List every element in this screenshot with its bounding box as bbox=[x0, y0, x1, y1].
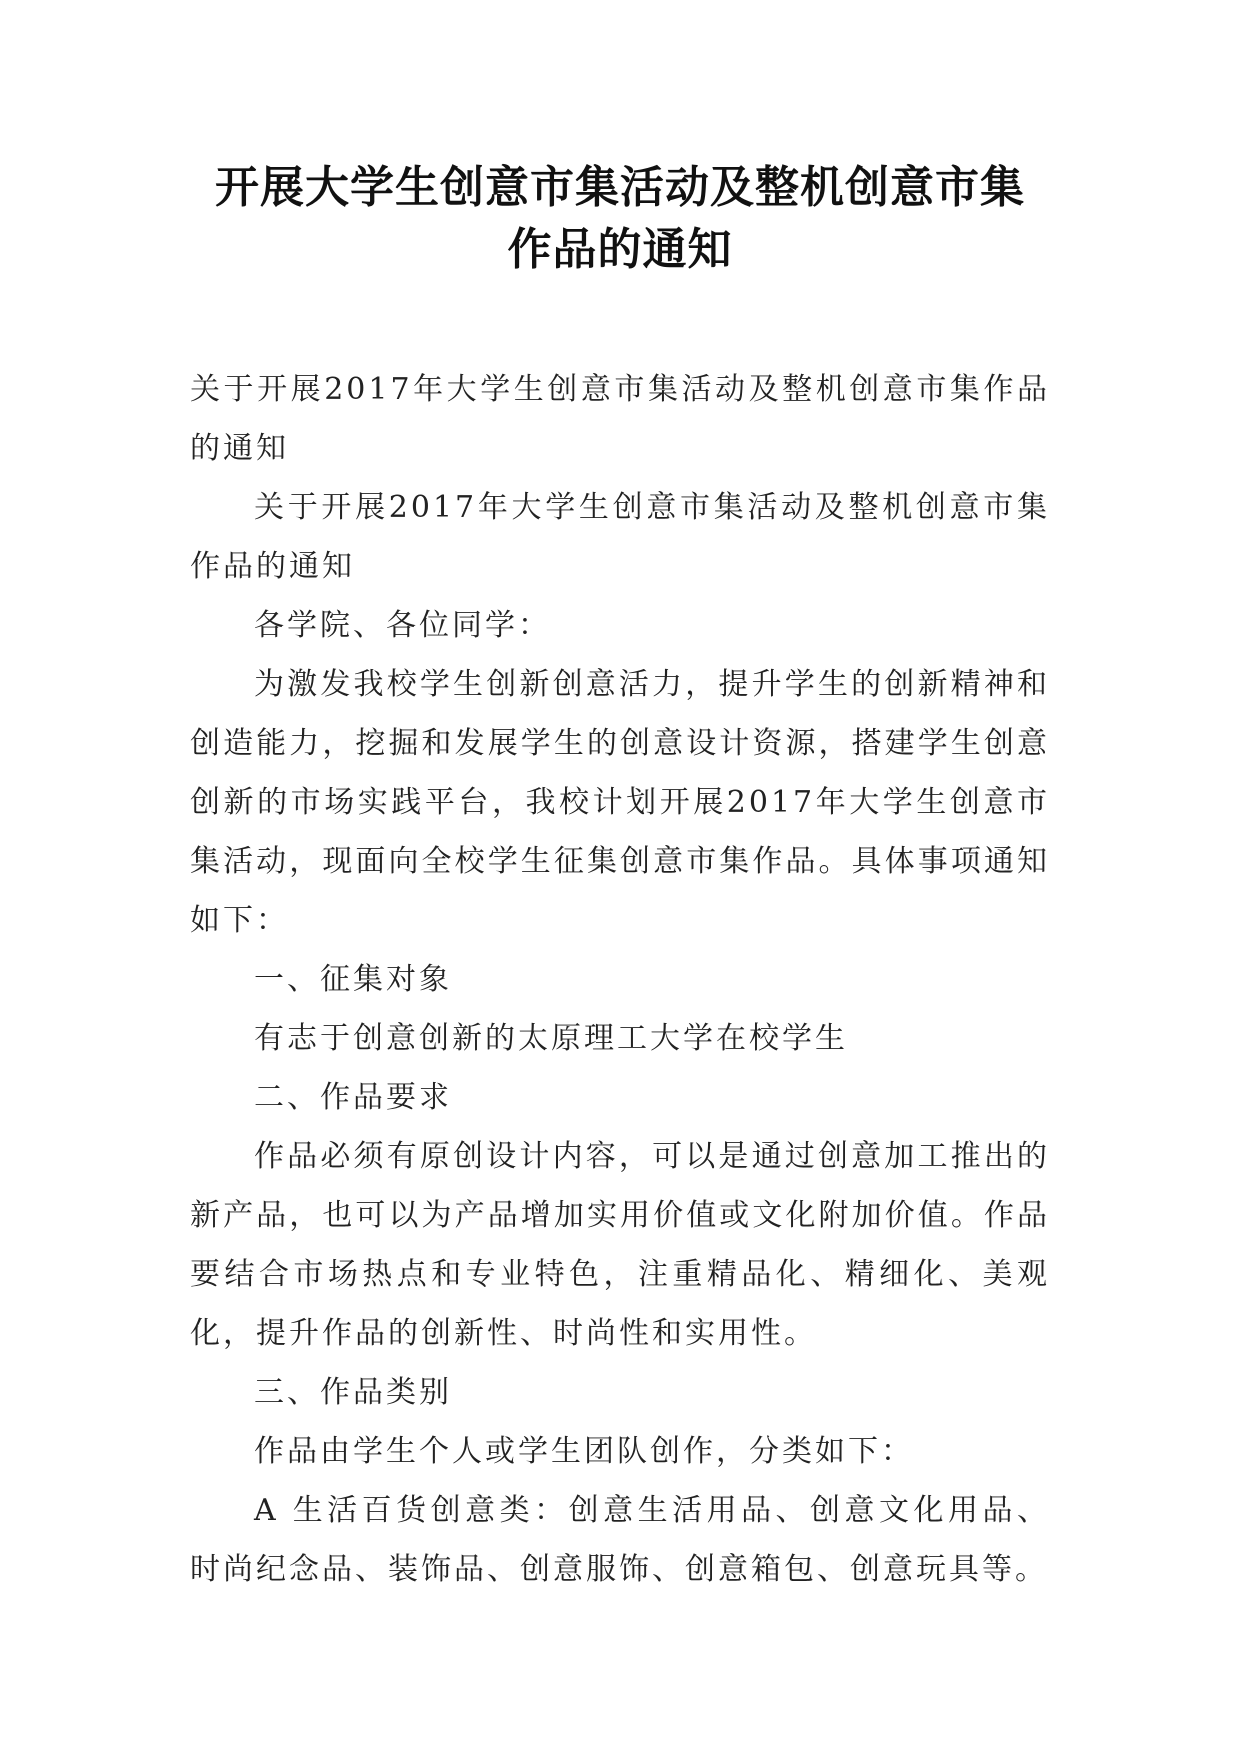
paragraph-target: 有志于创意创新的太原理工大学在校学生 bbox=[254, 1021, 848, 1056]
section-heading-1: 一、征集对象 bbox=[254, 962, 452, 997]
paragraph-intro: 为激发我校学生创新创意活力，提升学生的创新精神和创造能力，挖掘和发展学生的创意设计资源，搭建学生创意创新的市场实践平台，我校计划开展2017年大学生创意市集活动，现面向全校学生征集创意市集作品。具体事项通知如下： bbox=[190, 667, 1050, 938]
paragraph-salutation: 各学院、各位同学： bbox=[254, 608, 551, 643]
document-body bbox=[190, 360, 1050, 1599]
paragraph-requirements: 作品必须有原创设计内容，可以是通过创意加工推出的新产品，也可以为产品增加实用价值或文化附加价值。作品要结合市场热点和专业特色，注重精品化、精细化、美观化，提升作品的创新性、时尚性和实用性。 bbox=[190, 1139, 1050, 1351]
paragraph-heading: 关于开展2017年大学生创意市集活动及整机创意市集作品的通知 bbox=[190, 490, 1050, 584]
paragraph-heading-repeat: 关于开展2017年大学生创意市集活动及整机创意市集作品的通知 bbox=[190, 372, 1050, 466]
document-title-line-2: 作品的通知 bbox=[507, 224, 733, 275]
paragraph-categories-intro: 作品由学生个人或学生团队创作，分类如下： bbox=[254, 1434, 914, 1469]
section-heading-3: 三、作品类别 bbox=[254, 1375, 452, 1410]
paragraph-category-a: A 生活百货创意类：创意生活用品、创意文化用品、时尚纪念品、装饰品、创意服饰、创意箱包、创意玩具等。 bbox=[190, 1493, 1050, 1587]
document-title-line-1: 开展大学生创意市集活动及整机创意市集 bbox=[215, 162, 1025, 213]
section-heading-2: 二、作品要求 bbox=[254, 1080, 452, 1115]
